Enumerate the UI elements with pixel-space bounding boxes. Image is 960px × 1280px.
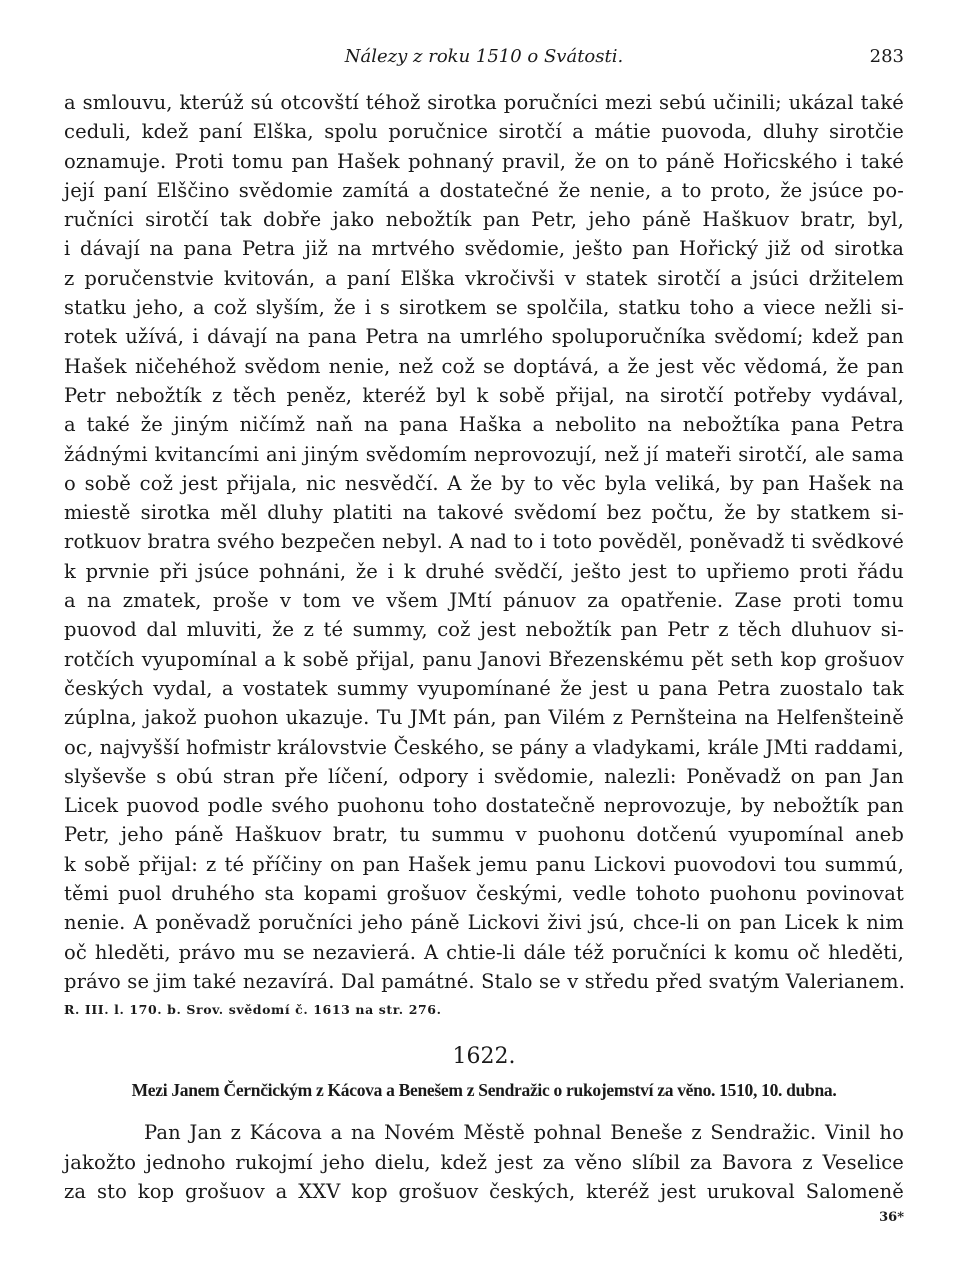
- text-line: puovod dal mluviti, že z té summy, což jest nebožtík pan Petr z těch dluhuov si-: [64, 618, 904, 642]
- text-line: miestě sirotka měl dluhy platiti na takové svědomí bez počtu, že by statkem si-: [64, 501, 904, 525]
- text-line: žádnými kvitancími ani jiným svědomím neprovozují, než jí mateři sirotčí, ale sama: [64, 442, 904, 466]
- body-text: [64, 88, 904, 996]
- text-line: Petr nebožtík z těch peněz, kteréž byl k sobě přijal, na sirotčí potřeby vydával,: [64, 383, 904, 407]
- entry-body: [64, 1118, 904, 1206]
- text-line: Licek puovod podle svého puohonu toho dostatečně neprovozuje, by nebožtík pan: [64, 794, 904, 818]
- entry-heading: Mezi Janem Černčickým z Kácova a Benešem z Sendražic o rukojemství za věno. 1510, 10. dubna.: [131, 1080, 837, 1101]
- signature-mark: 36*: [879, 1210, 904, 1226]
- text-line: jakožto jednoho rukojmí jeho dielu, kdež jest za věno slíbil za Bavora z Veselice: [64, 1150, 904, 1174]
- text-line: oč hleděti, právo mu se nezavierá. A chtie-li dále též poručníci k komu oč hleděti,: [64, 940, 904, 964]
- text-line: rotkuov bratra svého bezpečen nebyl. A nad to i toto pověděl, poněvadž ti svědkové: [64, 530, 904, 554]
- text-line: Hašek ničehéhož svědom nenie, než což se doptává, a že jest věc vědomá, že pan: [64, 354, 904, 378]
- text-line: a také že jiným ničímž naň na pana Haška a nebolito na nebožtíka pana Petra: [64, 413, 904, 437]
- page-number: 283: [869, 46, 904, 67]
- text-line: oznamuje. Proti tomu pan Hašek pohnaný pravil, že on to páně Hořicského i také: [64, 149, 904, 173]
- text-line: zúplna, jakož puohon ukazuje. Tu JMt pán, pan Vilém z Pernšteina na Helfenšteině: [64, 706, 904, 730]
- text-line: ručníci sirotčí tak dobře jako nebožtík pan Petr, jeho páně Haškuov bratr, byl,: [64, 208, 904, 232]
- text-line: za sto kop grošuov a XXV kop grošuov českých, kteréž jest urukoval Salomeně: [64, 1179, 904, 1203]
- text-line: její paní Elščino svědomie zamítá a dostatečné že nenie, a to proto, že jsúce po-: [64, 178, 904, 202]
- text-line: rotek užívá, i dávají na pana Petra na umrlého spoluporučníka svědomí; kdež pan: [64, 325, 904, 349]
- text-line: a smlouvu, kterúž sú otcovští téhož sirotka poručníci mezi sebú učinili; ukázal také: [64, 91, 904, 114]
- page: [64, 44, 906, 1226]
- text-line: nenie. A poněvadž poručníci jeho páně Lickovi živi jsú, chce-li on pan Licek k nim: [64, 911, 904, 935]
- text-line: o sobě což jest přijala, nic nesvědčí. A že by to věc byla veliká, by pan Hašek na: [64, 471, 904, 495]
- text-line: těmi puol druhého sta kopami grošuov českými, vedle tohoto puohonu povinovat: [64, 882, 904, 906]
- text-line: Pan Jan z Kácova a na Novém Městě pohnal Beneše z Sendražic. Vinil ho: [144, 1121, 904, 1145]
- text-line: ceduli, kdež paní Elška, spolu poručnice sirotčí a mátie puovoda, dluhy sirotčie: [64, 120, 904, 144]
- running-head: [64, 44, 904, 74]
- text-line: k sobě přijal: z té příčiny on pan Hašek jemu panu Lickovi puovodovi tou summú,: [64, 852, 904, 876]
- text-line: i dávají na pana Petra již na mrtvého svědomie, ješto pan Hořický již od sirotka: [64, 237, 904, 261]
- running-title: Nálezy z roku 1510 o Svátosti.: [344, 46, 624, 67]
- text-line: k prvnie při jsúce pohnáni, že i k druhé svědčí, ješto jest to upřiemo proti řádu: [64, 559, 904, 583]
- text-line: rotčích vyupomínal a k sobě přijal, panu Janovi Březenskému pět seth kop grošuov: [64, 647, 904, 671]
- text-line: právo se jim také nezavírá. Dal památné. Stalo se v středu před svatým Valerianem.: [64, 969, 906, 993]
- text-line: statku jeho, a což slyším, že i s sirotkem se spolčila, statku toho a viece nežli si-: [64, 296, 904, 320]
- entry-number: 1622.: [452, 1044, 516, 1070]
- text-line: a na zmatek, proše v tom ve všem JMtí pánuov za opatřenie. Zase proti tomu: [64, 589, 904, 613]
- text-line: slyševše s obú stran pře líčení, odpory i svědomie, nalezli: Poněvadž on pan Jan: [64, 764, 904, 788]
- text-line: Petr, jeho páně Haškuov bratr, tu summu v puohonu dotčenú vyupomínal aneb: [64, 823, 904, 847]
- source-reference: R. III. l. 170. b. Srov. svědomí č. 1613 na str. 276.: [64, 1002, 442, 1018]
- text-line: českých vydal, a vostatek summy vyupomínané že jest u pana Petra zuostalo tak: [64, 676, 904, 700]
- text-line: z poručenstvie kvitován, a paní Elška vkročivši v statek sirotčí a jsúci držitelem: [64, 266, 904, 290]
- text-line: oc, najvyšší hofmistr královstvie Českého, se pány a vladykami, krále JMti raddami,: [64, 735, 904, 759]
